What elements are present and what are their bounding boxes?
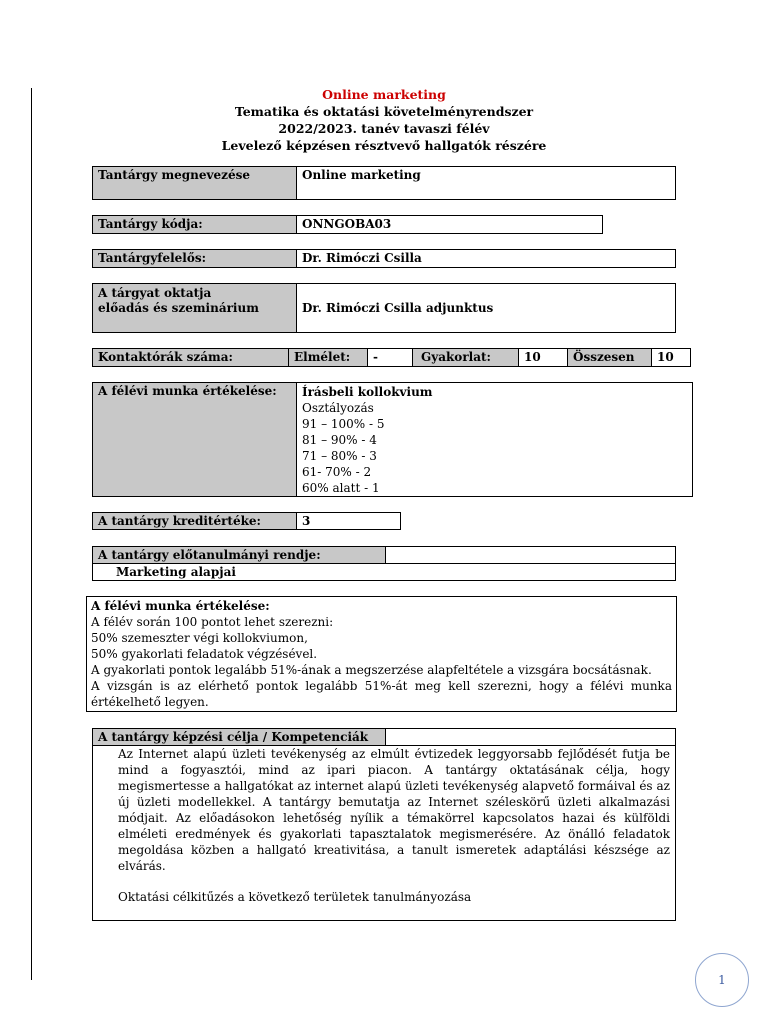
evaluation-row — [92, 382, 693, 497]
teacher-row — [92, 283, 676, 333]
competence-title: A tantárgy képzési célja / Kompetenciák — [93, 729, 385, 745]
document-title: Online marketing — [322, 87, 446, 102]
responsible-row — [92, 249, 676, 268]
document-header — [92, 86, 676, 154]
semester-work-line: A félév során 100 pontot lehet szerezni: — [91, 615, 334, 629]
semester-work-line: A vizsgán is az elérhető pontok legalább 51%-át meg kell szerezni, hogy a félévi munka értékelhető legyen. — [91, 679, 672, 709]
prereq-box — [92, 546, 676, 581]
competence-sub: Oktatási célkitűzés a következő területek tanulmányozása — [118, 890, 472, 904]
semester-work-line: 50% szemeszter végi kollokviumon, — [91, 631, 308, 645]
theory-label: Elmélet: — [289, 349, 367, 366]
evaluation-line: 71 – 80% - 3 — [302, 449, 377, 463]
evaluation-list — [297, 383, 692, 497]
total-label: Összesen — [568, 349, 651, 366]
header-line-3: 2022/2023. tanév tavaszi félév — [278, 121, 490, 136]
prereq-value: Marketing alapjai — [116, 565, 236, 579]
prereq-label: A tantárgy előtanulmányi rendje: — [93, 547, 385, 563]
credit-row — [92, 512, 401, 530]
subject-code-row — [92, 215, 603, 234]
semester-work-box — [86, 596, 677, 712]
responsible-value: Dr. Rimóczi Csilla — [302, 251, 422, 265]
evaluation-label: A félévi munka értékelése: — [93, 383, 296, 496]
evaluation-line: Írásbeli kollokvium — [302, 385, 433, 399]
header-line-2: Tematika és oktatási követelményrendszer — [234, 104, 534, 119]
responsible-label: Tantárgyfelelős: — [93, 250, 296, 267]
semester-work-content — [87, 598, 676, 710]
total-value: 10 — [657, 350, 674, 364]
subject-name-row — [92, 166, 676, 200]
subject-name-value: Online marketing — [302, 168, 421, 182]
subject-code-label: Tantárgy kódja: — [93, 216, 296, 233]
evaluation-line: 81 – 90% - 4 — [302, 433, 377, 447]
evaluation-line: 60% alatt - 1 — [302, 481, 380, 495]
evaluation-line: Osztályozás — [302, 401, 374, 415]
teacher-label — [93, 284, 296, 332]
evaluation-line: 61- 70% - 2 — [302, 465, 372, 479]
credit-value: 3 — [302, 514, 311, 528]
header-line-4: Levelező képzésen résztvevő hallgatók részére — [221, 138, 547, 153]
subject-code-value: ONNGOBA03 — [302, 217, 392, 231]
practice-label: Gyakorlat: — [413, 349, 518, 366]
evaluation-line: 91 – 100% - 5 — [302, 417, 385, 431]
competence-paragraph: Az Internet alapú üzleti tevékenység az elmúlt évtizedek leggyorsabb fejlődését futja be mind a fogyasztói, mind az ipari piacon. A tantárgy oktatásának célja, hogy megismertesse a hallgatókat az internet alapú üzleti tevékenység alapvető formáival és az új üzleti modellekkel. A tantárgy bemutatja az Internet széleskörű üzleti alkalmazási módjait. Az előadásokon lehetőség nyílik a témakörrel kapcsolatos hazai és külföldi elméleti eredmények és gyakorlati tapasztalatok megismerésére. Az önálló feladatok megoldása közben a hallgató kreativitása, a tanult ismeretek adaptálási készsége az elvárás. — [118, 747, 670, 873]
theory-value: - — [373, 350, 378, 364]
contact-hours-label: Kontaktórák száma: — [93, 349, 288, 366]
page-number: 1 — [695, 953, 749, 1007]
credit-label: A tantárgy kreditértéke: — [93, 513, 296, 529]
subject-name-label: Tantárgy megnevezése — [93, 167, 296, 199]
left-margin-line — [31, 88, 32, 980]
teacher-label-line-1: A tárgyat oktatja — [98, 286, 212, 300]
semester-work-title: A félévi munka értékelése: — [91, 599, 270, 613]
semester-work-line: 50% gyakorlati feladatok végzésével. — [91, 647, 318, 661]
teacher-value: Dr. Rimóczi Csilla adjunktus — [302, 301, 494, 315]
semester-work-line: A gyakorlati pontok legalább 51%-ának a megszerzése alapfeltétele a vizsgára bocsátásnak. — [91, 663, 652, 677]
contact-hours-row — [92, 348, 691, 367]
teacher-label-line-2: előadás és szeminárium — [98, 301, 259, 315]
competence-box — [92, 728, 676, 921]
practice-value: 10 — [524, 350, 541, 364]
